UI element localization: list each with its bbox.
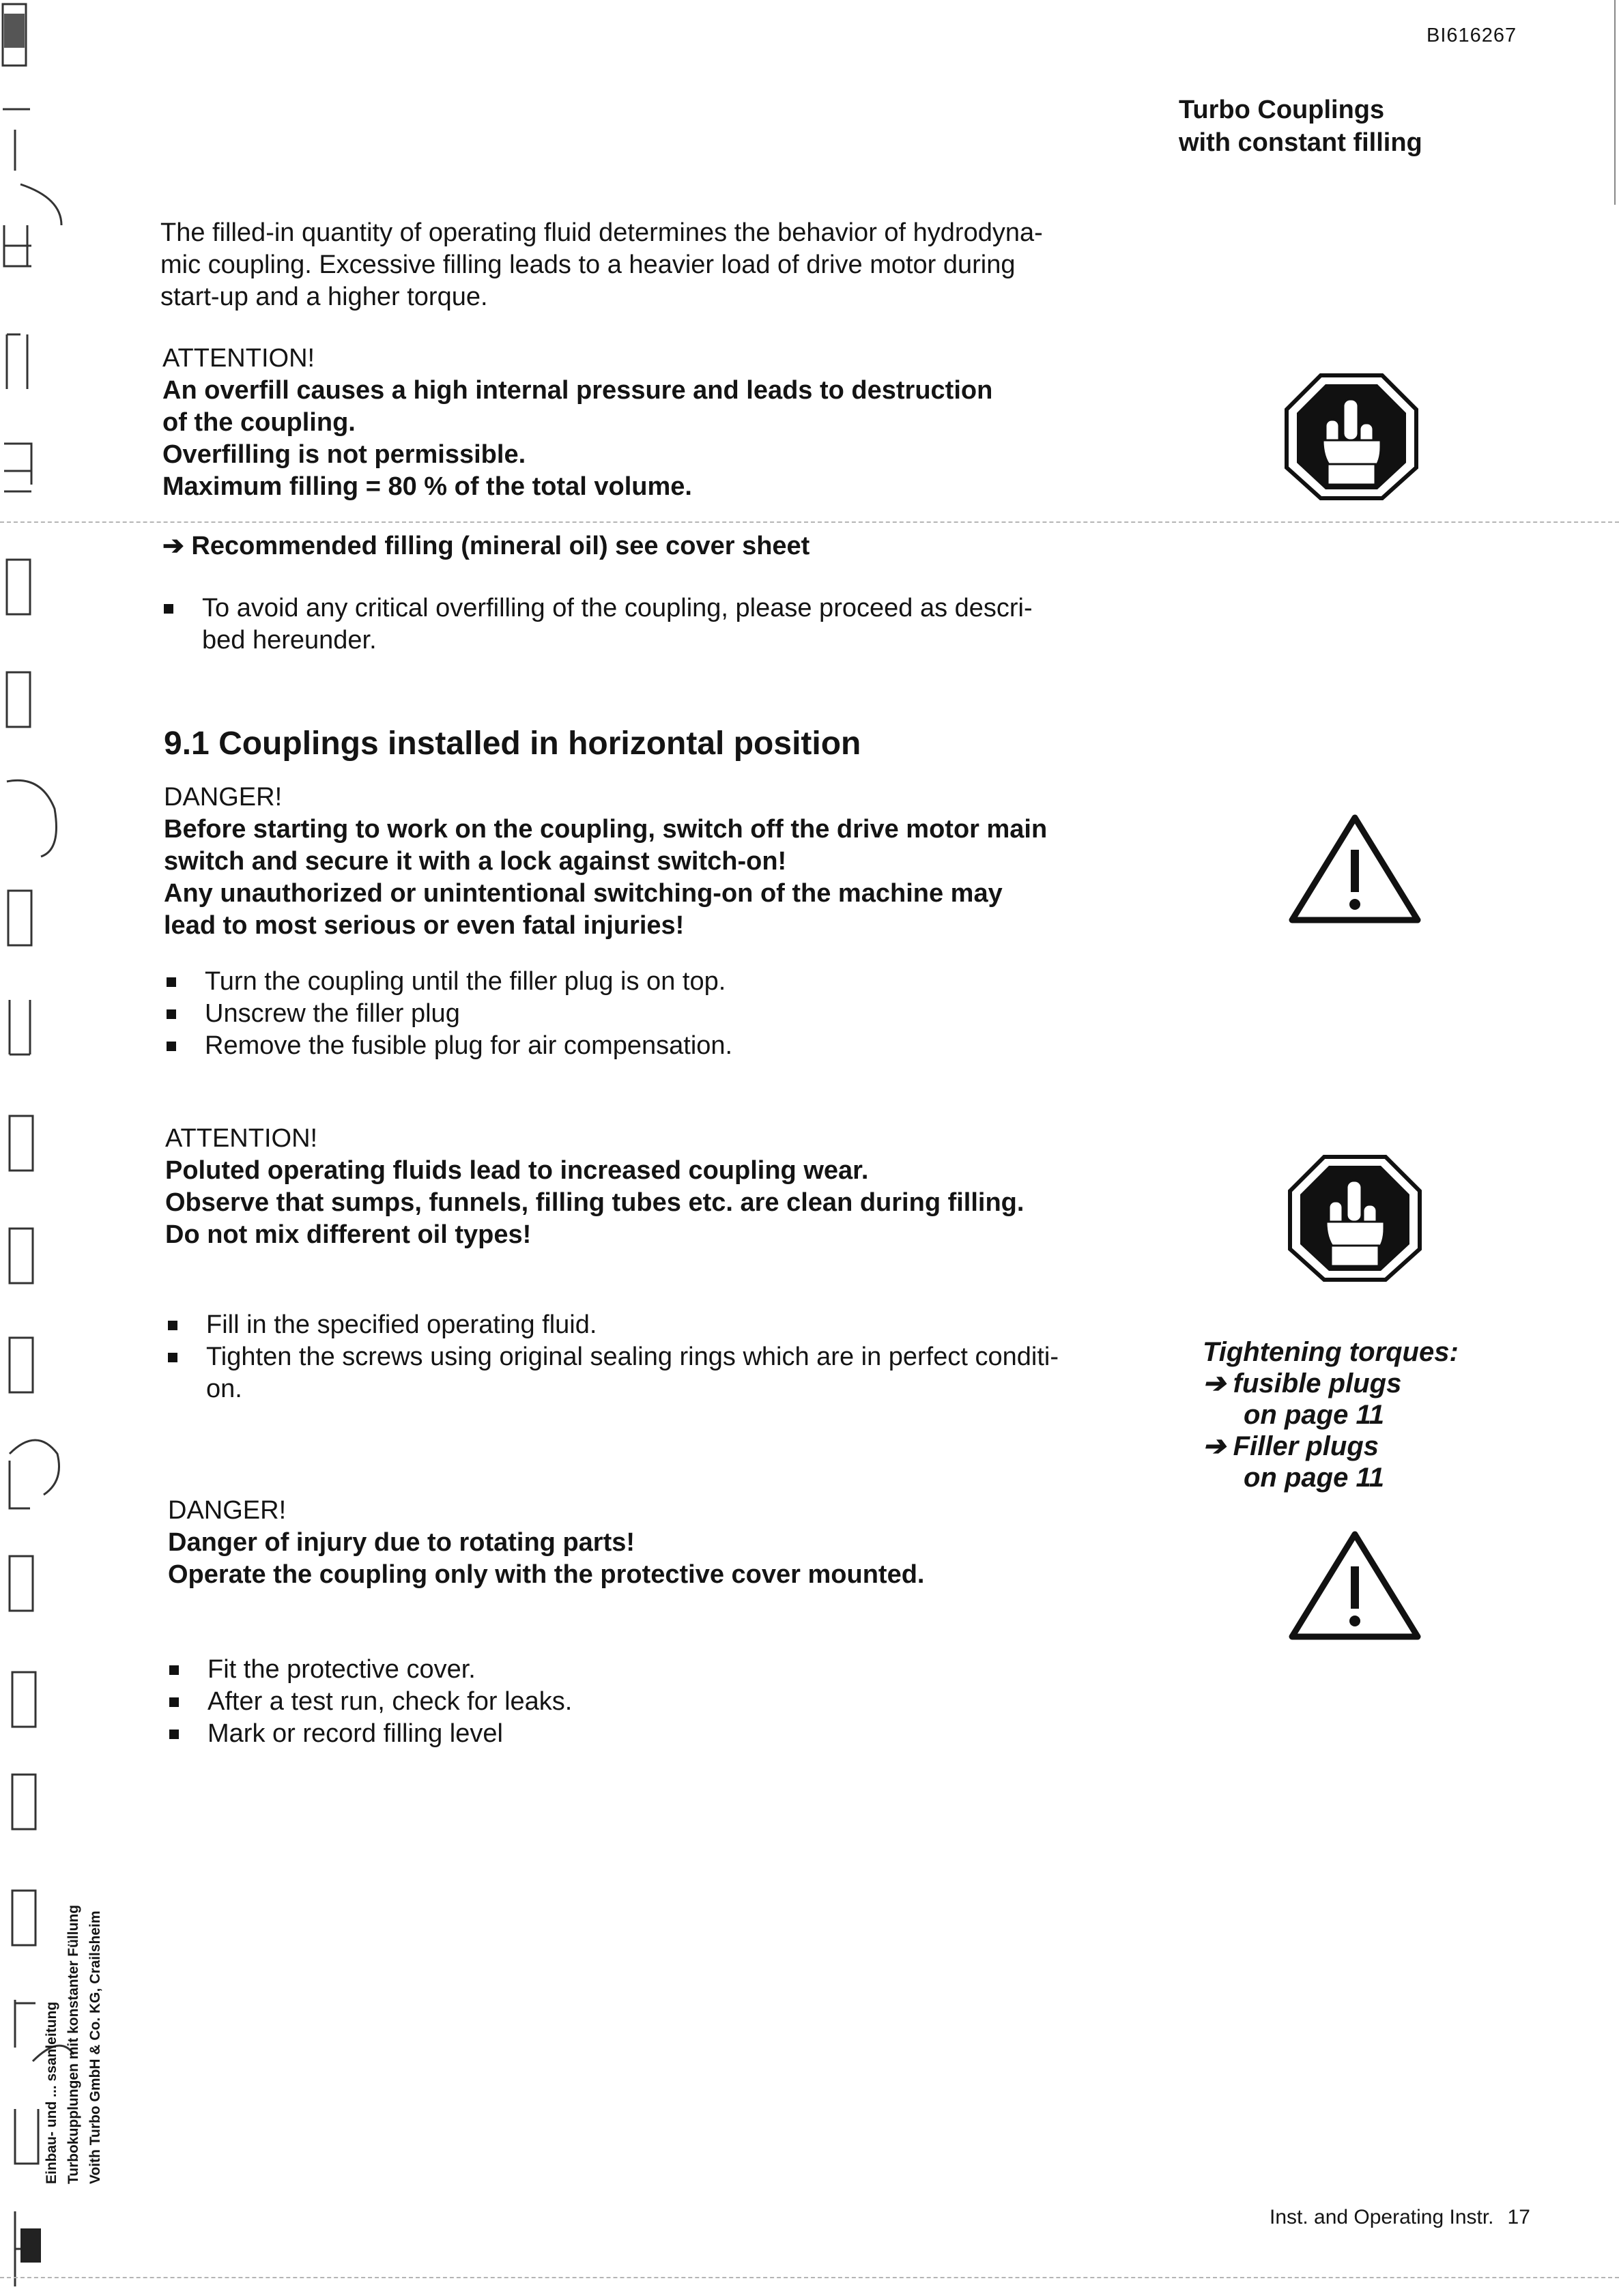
list-item [167, 1654, 1149, 1686]
bullet-icon [167, 1009, 176, 1019]
arrow-right-icon: ➔ [162, 532, 184, 560]
torques-filler: Filler plugs [1233, 1431, 1379, 1461]
page-header [1179, 94, 1422, 159]
attention-title: ATTENTION! [165, 1124, 318, 1153]
recommended-filling-note [162, 530, 810, 561]
list-item [161, 592, 1144, 657]
page-number: 17 [1507, 2206, 1530, 2228]
list-item [167, 1718, 1149, 1750]
danger-title: DANGER! [168, 1496, 287, 1525]
tightening-torques-note [1203, 1336, 1459, 1493]
danger-block-rotating-parts [168, 1495, 1151, 1591]
attention-line: Poluted operating fluids lead to increased coupling wear. [165, 1156, 869, 1185]
warning-triangle-icon [1287, 1529, 1423, 1641]
attention-line: Maximum filling = 80 % of the total volume. [162, 472, 692, 501]
list-item-line: on. [206, 1375, 242, 1403]
torques-filler-page: on page 11 [1244, 1463, 1384, 1493]
document-id: BI616267 [1427, 25, 1517, 46]
list-item-text: Turn the coupling until the filler plug is on top. [205, 967, 726, 996]
torques-fusible: fusible plugs [1233, 1368, 1402, 1398]
danger-block-switch-off [164, 781, 1147, 942]
overfill-bullet-list [161, 592, 1144, 657]
attention-line: Observe that sumps, funnels, filling tubes etc. are clean during filling. [165, 1188, 1025, 1217]
header-line-1: Turbo Couplings [1179, 96, 1385, 124]
header-line-2: with constant filling [1179, 128, 1422, 157]
bullet-icon [167, 977, 176, 987]
attention-block-fluids [165, 1123, 1148, 1251]
danger-line: switch and secure it with a lock against switch-on! [164, 847, 787, 876]
list-item-text: Mark or record filling level [207, 1719, 503, 1748]
danger-line: lead to most serious or even fatal injuries! [164, 911, 685, 940]
attention-line: An overfill causes a high internal pressure and leads to destruction [162, 376, 993, 405]
list-item [164, 1030, 1147, 1062]
vertical-sidebar-text [41, 1734, 106, 2184]
final-steps-bullet-list [167, 1654, 1149, 1750]
list-item-line: bed hereunder. [202, 626, 377, 655]
intro-line: mic coupling. Excessive filling leads to a heavier load of drive motor during [160, 250, 1016, 279]
danger-line: Danger of injury due to rotating parts! [168, 1528, 635, 1557]
sidebar-line: Einbau- und ... ssanleitung [44, 2001, 59, 2184]
attention-line: Do not mix different oil types! [165, 1220, 532, 1249]
right-edge-line [1614, 0, 1616, 205]
attention-line: Overfilling is not permissible. [162, 440, 526, 469]
intro-paragraph [160, 217, 1143, 313]
list-item-text: After a test run, check for leaks. [207, 1687, 573, 1716]
list-item-text: Remove the fusible plug for air compensation. [205, 1031, 733, 1060]
intro-line: The filled-in quantity of operating fluid determines the behavior of hydrodyna- [160, 218, 1043, 247]
torques-title: Tightening torques: [1203, 1337, 1459, 1367]
preparation-bullet-list [164, 966, 1147, 1062]
bullet-icon [169, 1665, 179, 1675]
sidebar-line: Turbokupplungen mit konstanter Füllung [66, 1904, 81, 2184]
list-item [167, 1686, 1149, 1718]
attention-title: ATTENTION! [162, 344, 315, 373]
bullet-icon [169, 1697, 179, 1707]
section-heading: 9.1 Couplings installed in horizontal position [164, 726, 861, 762]
bottom-separator-line [0, 2277, 1619, 2278]
danger-line: Before starting to work on the coupling, switch off the drive motor main [164, 815, 1048, 844]
arrow-right-icon: ➔ [1203, 1431, 1233, 1461]
list-item [165, 1341, 1148, 1405]
page-footer [1270, 2206, 1530, 2229]
attention-line: of the coupling. [162, 408, 356, 437]
list-item-line: To avoid any critical overfilling of the coupling, please proceed as descri- [202, 594, 1033, 622]
stop-hand-icon [1287, 1153, 1423, 1283]
sidebar-line: Voith Turbo GmbH & Co. KG, Crailsheim [87, 1910, 103, 2184]
recommended-text: Recommended filling (mineral oil) see cover sheet [191, 532, 810, 560]
bullet-icon [168, 1321, 177, 1330]
list-item [165, 1309, 1148, 1341]
arrow-right-icon: ➔ [1203, 1368, 1233, 1398]
filling-bullet-list [165, 1309, 1148, 1405]
stop-hand-icon [1283, 372, 1420, 502]
footer-label: Inst. and Operating Instr. [1270, 2206, 1494, 2228]
list-item-line: Tighten the screws using original sealing rings which are in perfect conditi- [206, 1343, 1059, 1371]
torques-fusible-page: on page 11 [1244, 1400, 1384, 1430]
bullet-icon [169, 1730, 179, 1739]
bullet-icon [167, 1042, 176, 1051]
list-item-text: Unscrew the filler plug [205, 999, 460, 1028]
bullet-icon [164, 604, 173, 614]
separator-line [0, 521, 1619, 523]
danger-line: Any unauthorized or unintentional switching-on of the machine may [164, 879, 1003, 908]
warning-triangle-icon [1287, 812, 1423, 925]
danger-line: Operate the coupling only with the protective cover mounted. [168, 1560, 925, 1589]
list-item [164, 998, 1147, 1030]
list-item-text: Fill in the specified operating fluid. [206, 1310, 597, 1339]
list-item [164, 966, 1147, 998]
danger-title: DANGER! [164, 783, 283, 812]
bullet-icon [168, 1353, 177, 1362]
intro-line: start-up and a higher torque. [160, 283, 488, 311]
attention-block-overfill [162, 343, 1145, 503]
list-item-text: Fit the protective cover. [207, 1655, 476, 1684]
